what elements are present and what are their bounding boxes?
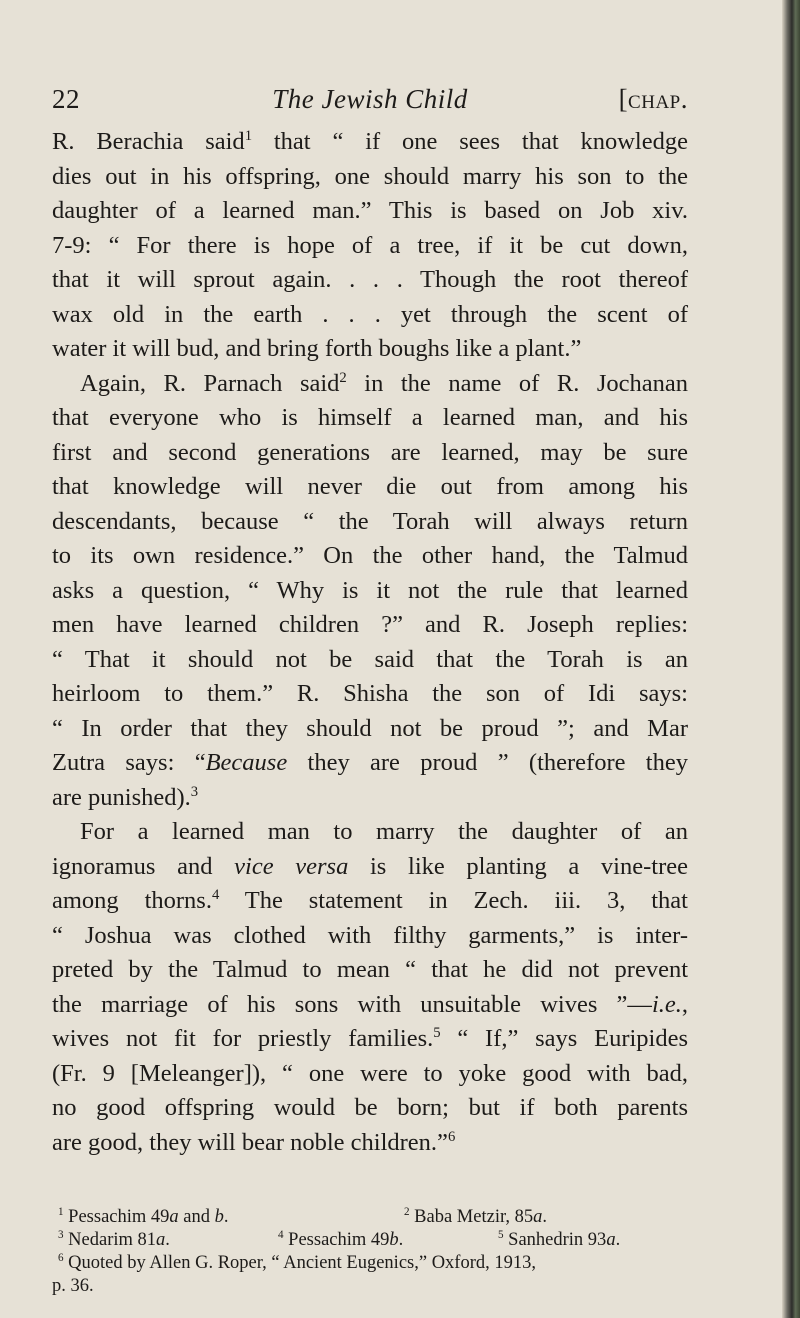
text-line: (Fr. 9 [Meleanger]), “ one were to yoke good with bad, (52, 1059, 688, 1087)
footnote-ref: 6 (447, 1128, 456, 1145)
text-line: the marriage of his sons with unsuitable wives ”—i.e., (52, 990, 688, 1018)
running-header (52, 84, 688, 124)
text-line: that knowledge will never die out from among his (52, 473, 688, 500)
text-line: descendants, because “ the Torah will always return (52, 507, 688, 535)
footnote-ref: 4 (211, 886, 220, 903)
text-line: among thorns.$^4$ The statement in Zech. iii. 3, that (52, 886, 688, 914)
text-line: wax old in the earth . . . yet through the scent of (52, 300, 688, 328)
text-line: 7-9: “ For there is hope of a tree, if it be cut down, (52, 231, 688, 259)
text-line: water it will bud, and bring forth boughs like a plant.” (52, 335, 582, 362)
text-line: are good, they will bear noble children.”$^6$ (52, 1128, 456, 1156)
footnote-ref: 3 (190, 783, 199, 800)
chapter-label: [chap. (618, 84, 688, 114)
footnote-2: $^2$ Baba Metzir, 85a. (404, 1205, 548, 1227)
text-line: preted by the Talmud to mean “ that he did not prevent (52, 956, 688, 983)
footnote-ref: 5 (433, 1024, 441, 1041)
running-title: The Jewish Child (272, 84, 468, 114)
text-line: first and second generations are learned, may be sure (52, 438, 688, 466)
text-line: men have learned children ?” and R. Joseph replies: (52, 611, 688, 638)
footnote-3: $^3$ Nedarim 81a. (58, 1228, 170, 1250)
text-line: “ Joshua was clothed with filthy garments,” is inter- (52, 921, 688, 949)
text-line: wives not fit for priestly families.$^5$ “ If,” says Euripides (52, 1024, 688, 1052)
body-text (52, 125, 688, 1160)
footnote-1: $^1$ Pessachim 49a and b. (58, 1205, 229, 1227)
footnote-line (52, 1206, 688, 1229)
text-line: that everyone who is himself a learned man, and his (52, 404, 688, 431)
page-number: 22 (52, 84, 80, 114)
text-line: “ That it should not be said that the Torah is an (52, 645, 688, 673)
footnote-ref: 2 (339, 369, 347, 386)
text-line: dies out in his offspring, one should marry his son to the (52, 162, 688, 190)
footnote-6: $^6$ Quoted by Allen G. Roper, “ Ancient Eugenics,” Oxford, 1913, (58, 1251, 537, 1273)
footnote-6-cont: p. 36. (52, 1276, 94, 1296)
footnote-4: $^4$ Pessachim 49b. (278, 1228, 404, 1250)
text-line: to its own residence.” On the other hand, the Talmud (52, 542, 688, 569)
text-line: ignoramus and vice versa is like planting a vine-tree (52, 852, 688, 880)
text-line: Again, R. Parnach said$^2$ in the name of R. Jochanan (80, 369, 688, 397)
text-line: heirloom to them.” R. Shisha the son of Idi says: (52, 680, 688, 707)
footnote-5: $^5$ Sanhedrin 93a. (498, 1228, 621, 1250)
text-line: “ In order that they should not be proud ”; and Mar (52, 714, 688, 742)
text-line: Zutra says: “Because they are proud ” (therefore they (52, 749, 688, 776)
footnotes (52, 1206, 688, 1298)
text-line: are punished).$^3$ (52, 783, 199, 811)
footnote-ref: 1 (244, 127, 253, 144)
text-line: daughter of a learned man.” This is based on Job xiv. (52, 197, 688, 224)
text-line: asks a question, “ Why is it not the rule that learned (52, 576, 688, 604)
text-line: no good offspring would be born; but if both parents (52, 1094, 688, 1121)
text-line: that it will sprout again. . . . Though the root thereof (52, 266, 688, 293)
text-line: R. Berachia said$^1$ that “ if one sees that knowledge (52, 127, 688, 155)
footnote-line (52, 1229, 688, 1252)
text-line: For a learned man to marry the daughter of an (80, 818, 688, 845)
page-edge (782, 0, 800, 1318)
